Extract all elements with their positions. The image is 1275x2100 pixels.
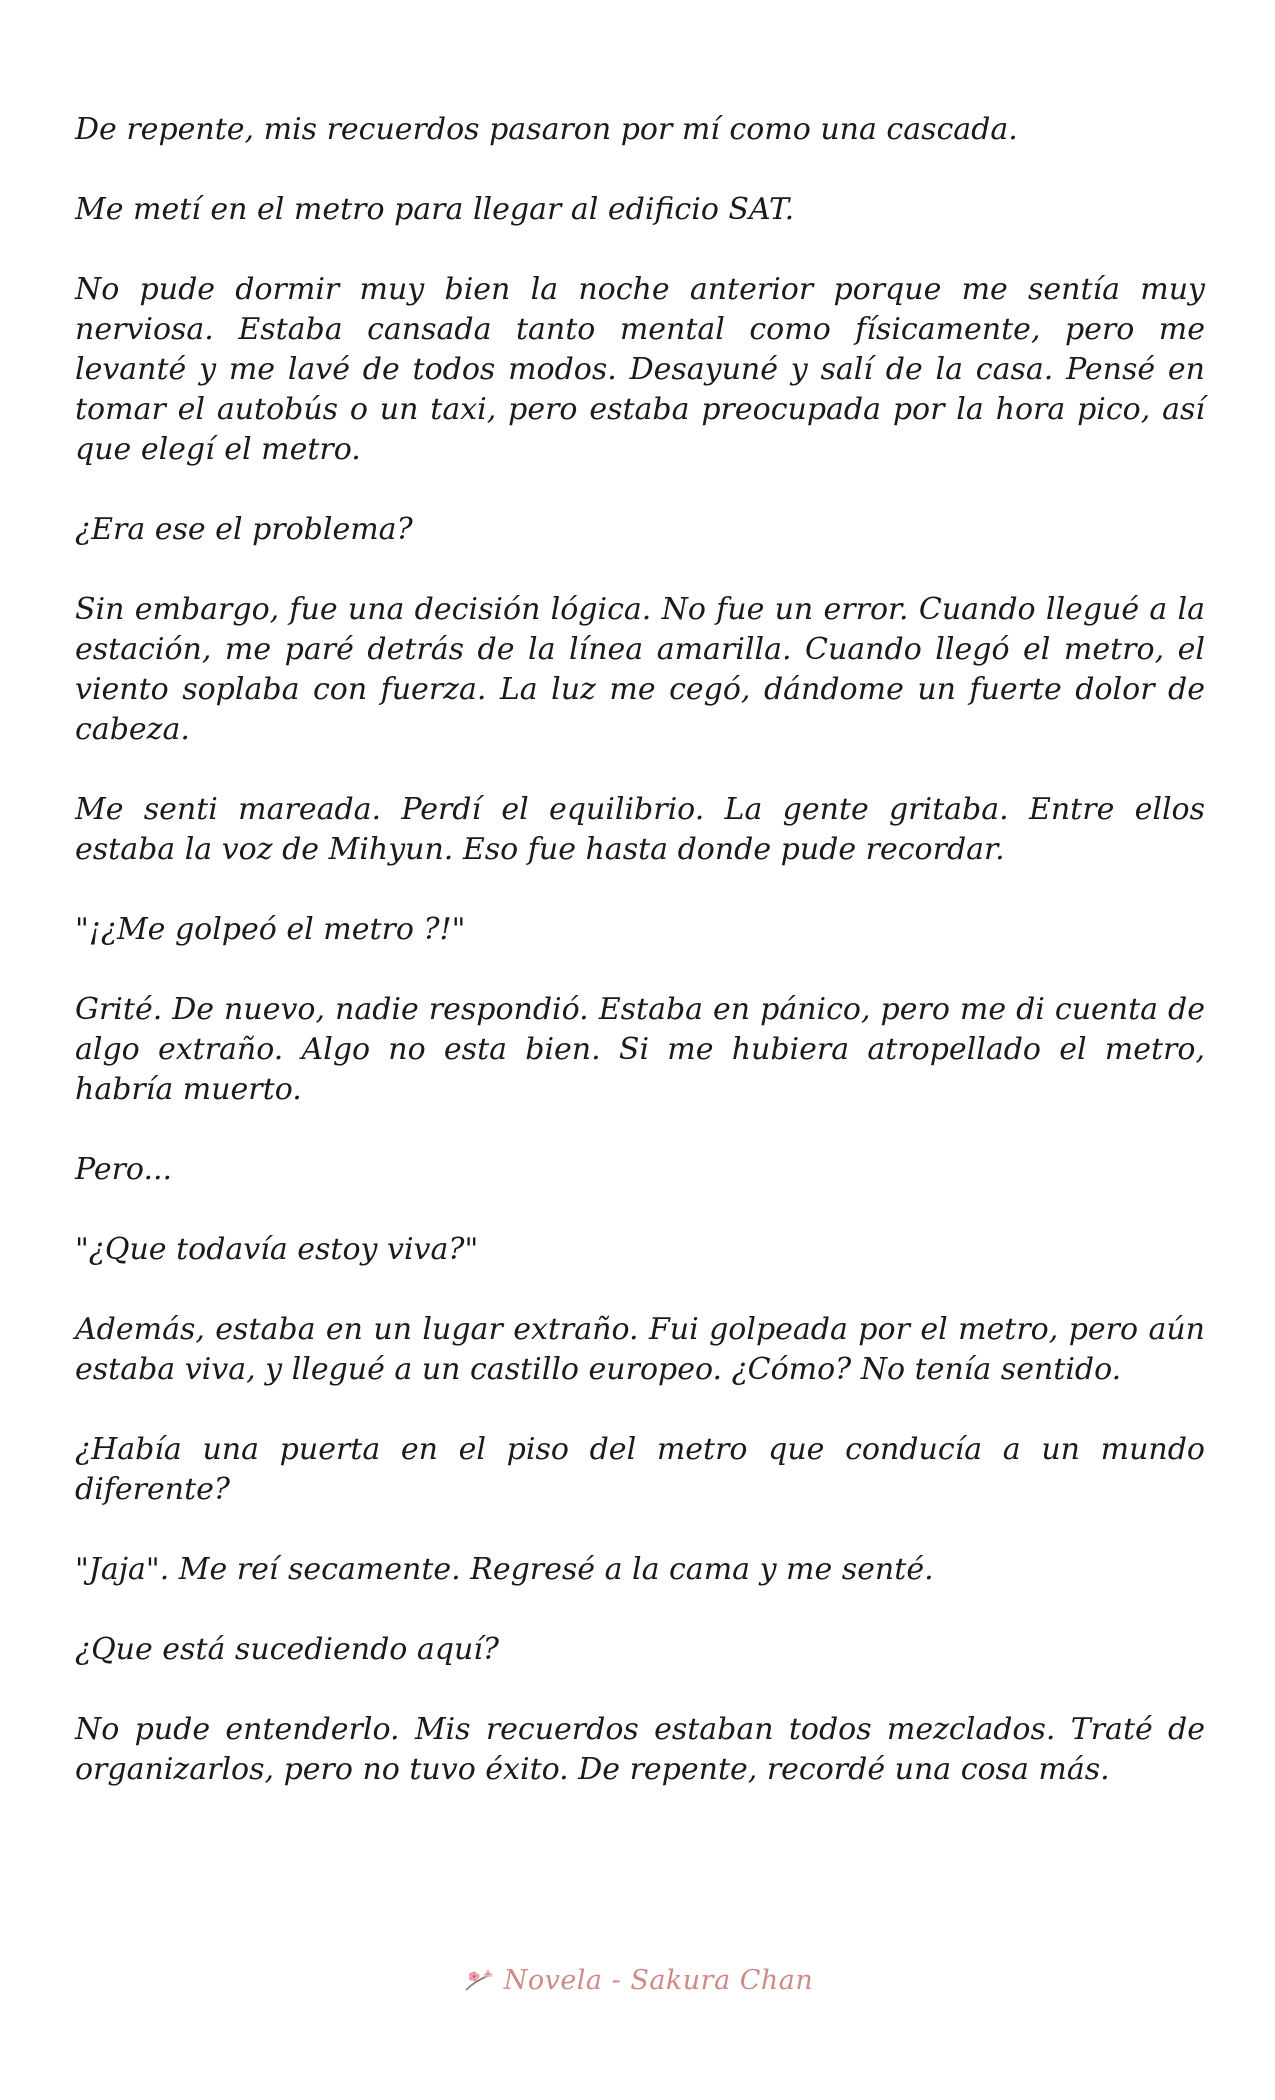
paragraph-13: "Jaja". Me reí secamente. Regresé a la cama y me senté.: [75, 1552, 934, 1587]
paragraph-5: Sin embargo, fue una decisión lógica. No fue un error. Cuando llegué a la estación, me paré detrás de la línea amarilla. Cuando llegó el metro, el viento soplaba con fuerza. La luz me cegó, dándome un fuerte dolor de cabeza.: [75, 592, 1205, 747]
paragraph-1: De repente, mis recuerdos pasaron por mí como una cascada.: [75, 112, 1018, 147]
document-body: [75, 110, 1205, 1830]
footer-text: Novela - Sakura Chan: [503, 1965, 814, 1996]
paragraph-9: Pero...: [75, 1152, 173, 1187]
paragraph-15: No pude entenderlo. Mis recuerdos estaban todos mezclados. Traté de organizarlos, pero no tuvo éxito. De repente, recordé una cosa más.: [75, 1712, 1205, 1787]
paragraph-2: Me metí en el metro para llegar al edificio SAT.: [75, 192, 795, 227]
paragraph-6: Me senti mareada. Perdí el equilibrio. La gente gritaba. Entre ellos estaba la voz de Mihyun. Eso fue hasta donde pude recordar.: [75, 792, 1205, 867]
paragraph-3: No pude dormir muy bien la noche anterior porque me sentía muy nerviosa. Estaba cansada tanto mental como físicamente, pero me levanté y me lavé de todos modos. Desayuné y salí de la casa. Pensé en tomar el autobús o un taxi, pero estaba preocupada por la hora pico, así que elegí el metro.: [75, 272, 1205, 467]
footer-watermark: [0, 1965, 1275, 1996]
paragraph-4: ¿Era ese el problema?: [75, 512, 413, 547]
paragraph-7: "¡¿Me golpeó el metro ?!": [75, 912, 466, 947]
paragraph-12: ¿Había una puerta en el piso del metro que conducía a un mundo diferente?: [75, 1432, 1205, 1507]
paragraph-8: Grité. De nuevo, nadie respondió. Estaba en pánico, pero me di cuenta de algo extraño. Algo no esta bien. Si me hubiera atropellado el metro, habría muerto.: [75, 992, 1205, 1107]
cherry-blossom-icon: [462, 1966, 496, 1996]
paragraph-11: Además, estaba en un lugar extraño. Fui golpeada por el metro, pero aún estaba viva, y llegué a un castillo europeo. ¿Cómo? No tenía sentido.: [75, 1312, 1205, 1387]
paragraph-14: ¿Que está sucediendo aquí?: [75, 1632, 499, 1667]
paragraph-10: "¿Que todavía estoy viva?": [75, 1232, 479, 1267]
